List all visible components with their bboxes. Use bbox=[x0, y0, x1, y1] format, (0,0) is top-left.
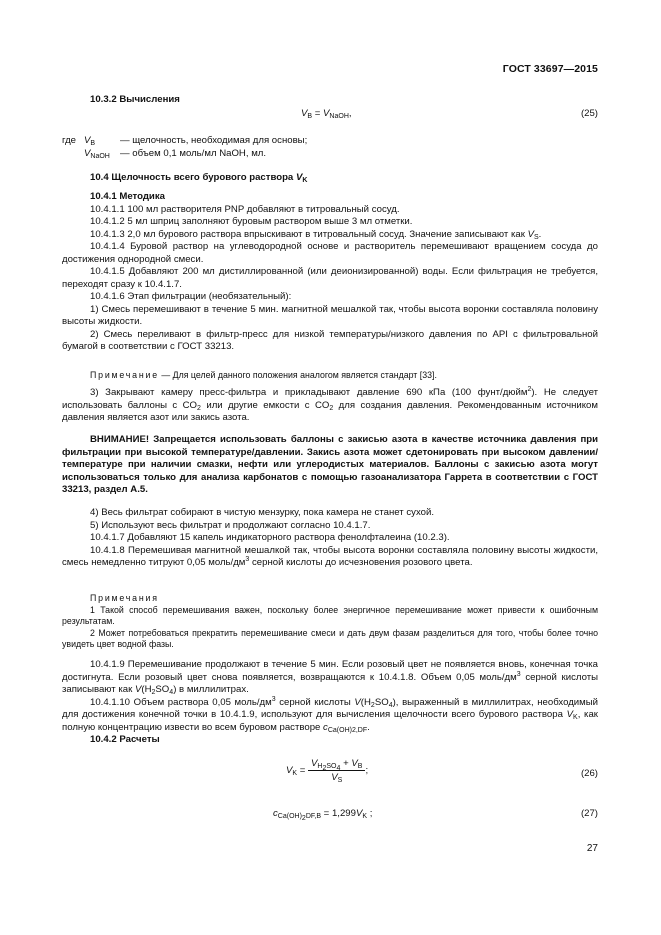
equation-25-number: (25) bbox=[580, 108, 598, 119]
step-3: 3) Закрывают камеру пресс-фильтра и прикладывают давление 690 кПа (100 фунт/дюйм$^2$). Не следует использовать баллоны с $CO_2$ или другие емкости с $CO_2$ для создания давления. Рекомендованным источником давления является азот или закись азота. bbox=[62, 386, 598, 423]
section-10-3-2-title: 10.3.2 Вычисления bbox=[90, 94, 180, 105]
steps-10-4-1-9-10: 10.4.1.9 Перемешивание продолжают в течение 5 мин. Если розовый цвет не появляется вновь, конечная точка достигнута. Если розовый цвет снова появляется, возвращаются к 10.4.1.8. Объем 0,05 моль/$дм^3$ серной кислоты записывают как $V(H_2SO_4)$ в миллилитрах. 10.4.1.10 Объем раствора 0,05 моль/$дм^3$ серной кислоты $V(H_2SO_4)$, выраженный в миллилитрах, необходимый для достижения конечной точки в 10.4.1.9, используют для вычисления щелочности всего бурового раствора $V_K$, как полную концентрацию извести во всем буровом растворе $c_{Ca(OH)2,DF}$. 10.4.2 Расчеты bbox=[62, 659, 599, 745]
where-block: где $V_B$ — щелочность, необходимая для основы; $V_{NaOH}$ — объем 0,1 моль/мл NaOH, мл. bbox=[62, 135, 308, 160]
equation-27: $c_{Ca(OH)_2DF,B} = 1,299V_K$ ; bbox=[273, 808, 373, 822]
notes-block: Примечания 1 Такой способ перемешивания важен, поскольку более энергичное перемешивание может привести к ошибочным результатам. 2 Может потребоваться прекратить перемешивание смеси и дать двум фазам разделиться для того, чтобы более точно увидеть цвет водной фазы. bbox=[62, 593, 598, 650]
section-10-4-1: 10.4.1 Методика 10.4.1.1 100 мл растворителя PNP добавляют в титровальный сосуд. 10.4.1.2 5 мл шприц заполняют буровым раствором выше 3 мл отметки. 10.4.1.3 2,0 мл бурового раствора впрыскивают в титровальный сосуд. Значение записывают как $V_S$. 10.4.1.4 Буровой раствор на углеводородной основе и растворитель перемешивают вращением сосуда до достижения однородной смеси. 10.4.1.5 Добавляют 200 мл дистиллированной (или деионизированной) воды. Если фильтрация не требуется, переходят сразу к 10.4.1.7. 10.4.1.6 Этап фильтрации (необязательный): 1) Смесь перемешивают в течение 5 мин. магнитной мешалкой так, чтобы высота воронки составляла половину высоты жидкости. 2) Смесь переливают в фильтр-пресс для низкой температуры/низкого давления по API с фильтровальной бумагой в соответствии с ГОСТ 33213. bbox=[62, 191, 598, 352]
note-1: Примечание — Для целей данного положения аналогом является стандарт [33]. bbox=[90, 370, 437, 380]
warning: ВНИМАНИЕ! Запрещается использовать баллоны с закисью азота в качестве источника давления при фильтрации при высокой температуре/давлении. Закись азота может сдетонировать при высоком давлении/температуре при наличии смазки, нефти или углеродистых материалов. Баллоны с закисью азота могут использоваться только для анализа карбонатов с помощью газоанализатора Гаррета в соответствии с ГОСТ 33213, раздел А.5. bbox=[62, 434, 598, 495]
standard-number: ГОСТ 33697—2015 bbox=[502, 63, 598, 75]
section-10-4-1-title: 10.4.1 Методика bbox=[90, 191, 165, 202]
page-number: 27 bbox=[586, 843, 598, 854]
steps-4-to-10-4-1-8: 4) Весь фильтрат собирают в чистую мензурку, пока камера не станет сухой. 5) Используют весь фильтрат и продолжают согласно 10.4.1.7. 10.4.1.7 Добавляют 15 капель индикаторного раствора фенолфталеина (10.2.3). 10.4.1.8 Перемешивая магнитной мешалкой так, чтобы высота воронки составляла половину высоты жидкости, смесь немедленно титруют 0,05 моль/$дм^3$ серной кислоты до исчезновения розового цвета. bbox=[62, 507, 598, 568]
equation-27-number: (27) bbox=[580, 808, 598, 819]
equation-26-number: (26) bbox=[580, 768, 598, 779]
section-10-4-2-title: 10.4.2 Расчеты bbox=[90, 734, 160, 745]
equation-26: $V_K$ = $\frac{V_{H_2SO_4} + V_B}{V_S}$ ; bbox=[286, 758, 369, 784]
section-10-4-title: 10.4 Щелочность всего бурового раствора $V_K$ bbox=[90, 172, 308, 184]
equation-25: $V_B = V_{NaOH}$, bbox=[301, 108, 352, 120]
